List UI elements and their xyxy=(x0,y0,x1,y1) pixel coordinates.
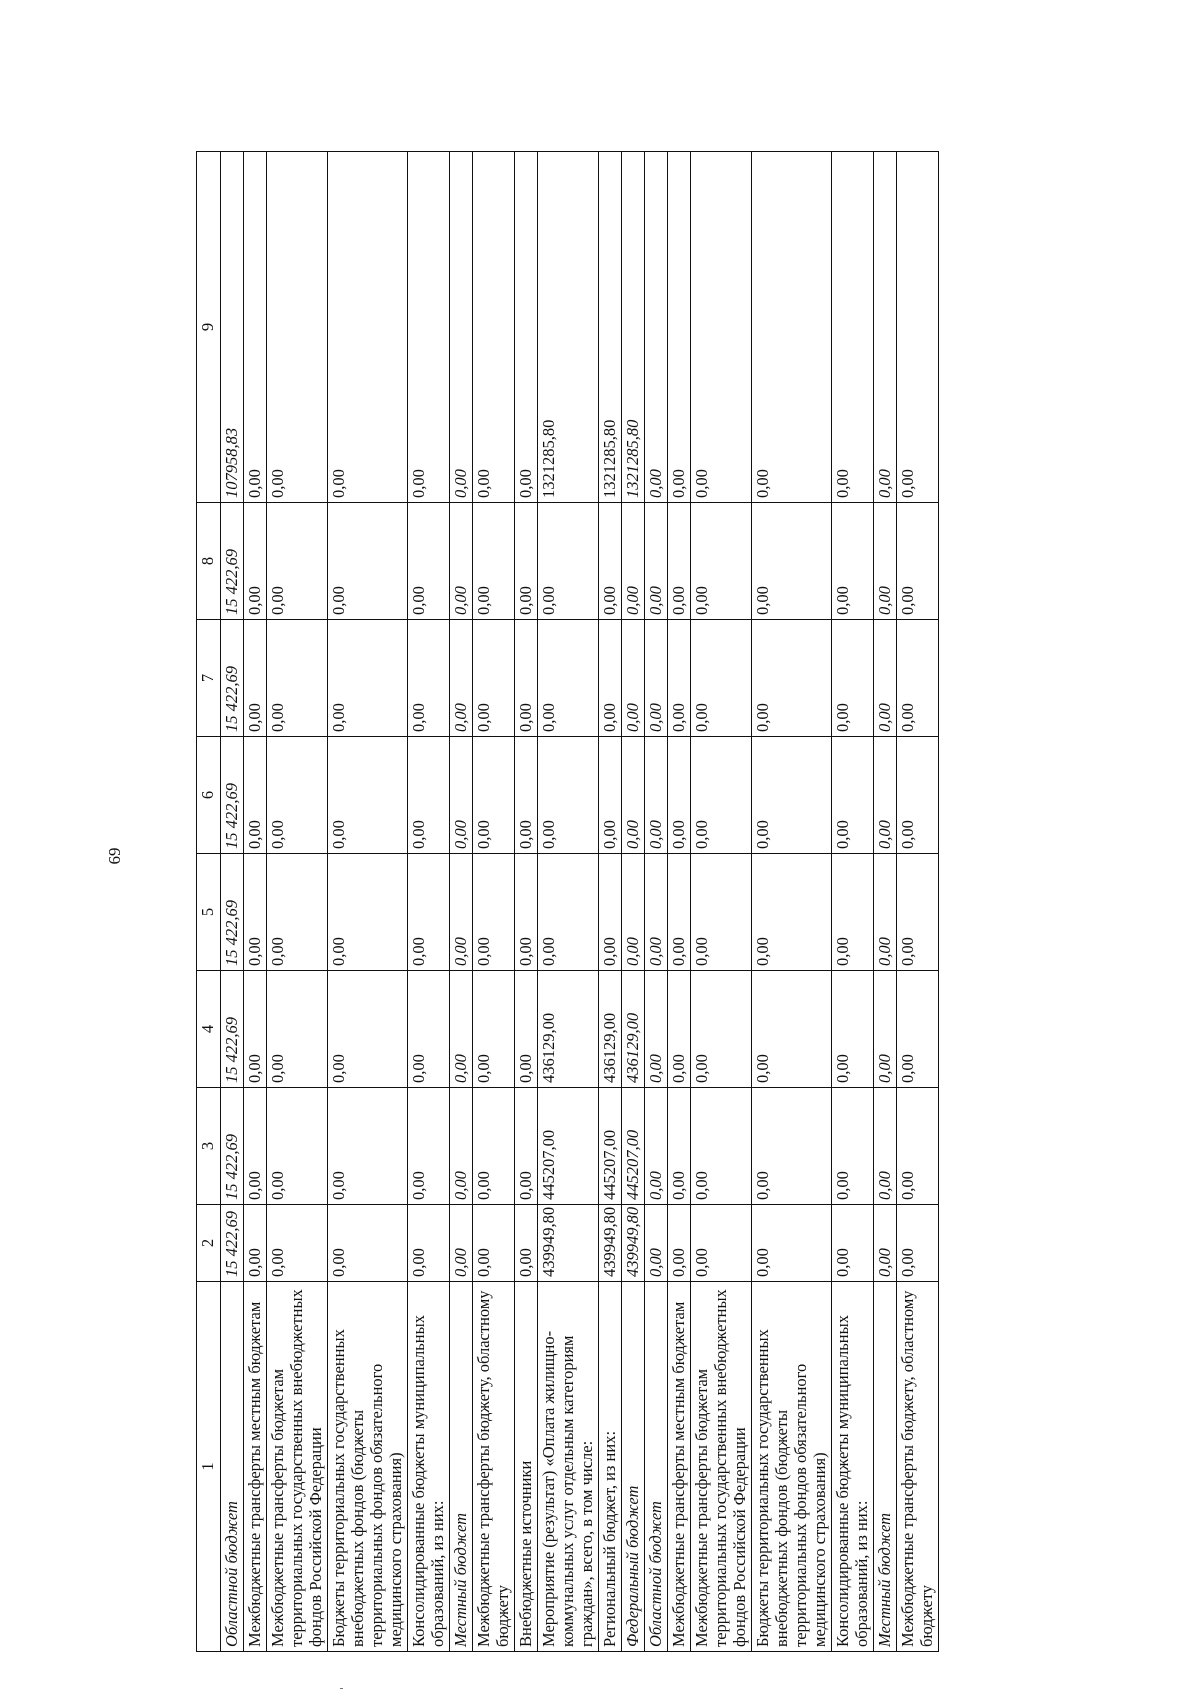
column-header-5: 5 xyxy=(197,854,221,971)
value-cell: 0,00 xyxy=(874,503,897,620)
value-cell: 0,00 xyxy=(450,1088,473,1205)
column-header-8: 8 xyxy=(197,503,221,620)
budget-table xyxy=(196,151,939,1652)
table-row xyxy=(874,152,897,1652)
value-cell: 0,00 xyxy=(515,854,538,971)
value-cell: 0,00 xyxy=(668,854,691,971)
value-cell: 0,00 xyxy=(691,152,752,503)
scan-speck xyxy=(340,1688,343,1689)
value-cell: 0,00 xyxy=(832,503,874,620)
value-cell: 0,00 xyxy=(538,620,599,737)
value-cell: 0,00 xyxy=(328,620,408,737)
table-row xyxy=(221,152,244,1652)
value-cell: 0,00 xyxy=(832,620,874,737)
value-cell: 0,00 xyxy=(832,737,874,854)
value-cell: 0,00 xyxy=(328,503,408,620)
value-cell: 436129,00 xyxy=(622,971,645,1088)
row-label-cell: Межбюджетные трансферты местным бюджетам xyxy=(668,1282,691,1652)
value-cell: 0,00 xyxy=(515,1205,538,1282)
column-header-6: 6 xyxy=(197,737,221,854)
value-cell: 0,00 xyxy=(328,971,408,1088)
value-cell: 0,00 xyxy=(752,737,832,854)
value-cell: 0,00 xyxy=(244,1088,267,1205)
value-cell: 0,00 xyxy=(267,971,328,1088)
value-cell: 0,00 xyxy=(267,1088,328,1205)
value-cell: 0,00 xyxy=(668,620,691,737)
value-cell: 1321285,80 xyxy=(622,152,645,503)
value-cell: 0,00 xyxy=(897,620,939,737)
value-cell: 0,00 xyxy=(622,854,645,971)
value-cell: 0,00 xyxy=(668,152,691,503)
row-label-cell: Межбюджетные трансферты бюджетам территориальных государственных внебюджетных фондов Российской Федерации xyxy=(267,1282,328,1652)
value-cell: 15 422,69 xyxy=(221,971,244,1088)
value-cell: 0,00 xyxy=(622,503,645,620)
value-cell: 0,00 xyxy=(752,1088,832,1205)
column-header-4: 4 xyxy=(197,971,221,1088)
value-cell: 0,00 xyxy=(897,1088,939,1205)
value-cell: 1321285,80 xyxy=(599,152,622,503)
value-cell: 0,00 xyxy=(244,152,267,503)
value-cell: 0,00 xyxy=(538,503,599,620)
value-cell: 0,00 xyxy=(473,971,515,1088)
value-cell: 0,00 xyxy=(832,854,874,971)
value-cell: 0,00 xyxy=(408,854,450,971)
value-cell: 0,00 xyxy=(473,152,515,503)
value-cell: 0,00 xyxy=(645,1205,668,1282)
value-cell: 0,00 xyxy=(408,737,450,854)
row-label-cell: Местный бюджет xyxy=(874,1282,897,1652)
value-cell: 0,00 xyxy=(752,854,832,971)
value-cell: 15 422,69 xyxy=(221,503,244,620)
value-cell: 0,00 xyxy=(752,971,832,1088)
table-row xyxy=(408,152,450,1652)
row-label-cell: Бюджеты территориальных государственных внебюджетных фондов (бюджеты территориальных фондов обязательного медицинского страхования) xyxy=(752,1282,832,1652)
row-label-cell: Консолидированные бюджеты муниципальных образований, из них: xyxy=(408,1282,450,1652)
value-cell: 0,00 xyxy=(832,1205,874,1282)
value-cell: 0,00 xyxy=(691,1088,752,1205)
row-label-cell: Межбюджетные трансферты бюджету, областному бюджету xyxy=(897,1282,939,1652)
value-cell: 0,00 xyxy=(450,737,473,854)
value-cell: 439949,80 xyxy=(599,1205,622,1282)
value-cell: 0,00 xyxy=(645,1088,668,1205)
value-cell: 0,00 xyxy=(244,854,267,971)
value-cell: 0,00 xyxy=(473,737,515,854)
value-cell: 0,00 xyxy=(645,620,668,737)
value-cell: 0,00 xyxy=(244,971,267,1088)
table-row xyxy=(538,152,599,1652)
value-cell: 439949,80 xyxy=(538,1205,599,1282)
value-cell: 15 422,69 xyxy=(221,1088,244,1205)
column-header-3: 3 xyxy=(197,1088,221,1205)
table-body xyxy=(221,152,939,1652)
value-cell: 0,00 xyxy=(752,503,832,620)
value-cell: 0,00 xyxy=(328,854,408,971)
value-cell: 0,00 xyxy=(450,1205,473,1282)
table-row xyxy=(473,152,515,1652)
value-cell: 0,00 xyxy=(328,1088,408,1205)
column-header-9: 9 xyxy=(197,152,221,503)
value-cell: 15 422,69 xyxy=(221,737,244,854)
value-cell: 0,00 xyxy=(599,620,622,737)
row-label-cell: Бюджеты территориальных государственных внебюджетных фондов (бюджеты территориальных фондов обязательного медицинского страхования) xyxy=(328,1282,408,1652)
row-label-cell: Местный бюджет xyxy=(450,1282,473,1652)
value-cell: 0,00 xyxy=(599,503,622,620)
value-cell: 0,00 xyxy=(897,971,939,1088)
value-cell: 0,00 xyxy=(473,1088,515,1205)
value-cell: 0,00 xyxy=(832,971,874,1088)
value-cell: 0,00 xyxy=(267,737,328,854)
value-cell: 0,00 xyxy=(668,737,691,854)
value-cell: 0,00 xyxy=(752,1205,832,1282)
value-cell: 0,00 xyxy=(450,854,473,971)
value-cell: 0,00 xyxy=(515,737,538,854)
value-cell: 0,00 xyxy=(515,971,538,1088)
value-cell: 0,00 xyxy=(450,971,473,1088)
value-cell: 0,00 xyxy=(244,737,267,854)
value-cell: 0,00 xyxy=(515,1088,538,1205)
value-cell: 0,00 xyxy=(515,620,538,737)
row-label-cell: Межбюджетные трансферты бюджетам территориальных государственных внебюджетных фондов Российской Федерации xyxy=(691,1282,752,1652)
value-cell: 0,00 xyxy=(897,854,939,971)
table-row xyxy=(897,152,939,1652)
value-cell: 0,00 xyxy=(408,1205,450,1282)
table-row xyxy=(832,152,874,1652)
value-cell: 0,00 xyxy=(408,503,450,620)
rotated-table-container xyxy=(196,152,1096,1652)
value-cell: 0,00 xyxy=(874,1088,897,1205)
value-cell: 0,00 xyxy=(691,971,752,1088)
value-cell: 436129,00 xyxy=(538,971,599,1088)
table-row xyxy=(267,152,328,1652)
value-cell: 0,00 xyxy=(515,152,538,503)
value-cell: 0,00 xyxy=(645,503,668,620)
value-cell: 0,00 xyxy=(668,1205,691,1282)
table-row xyxy=(622,152,645,1652)
value-cell: 436129,00 xyxy=(599,971,622,1088)
value-cell: 0,00 xyxy=(328,737,408,854)
value-cell: 0,00 xyxy=(328,1205,408,1282)
table-row xyxy=(691,152,752,1652)
value-cell: 0,00 xyxy=(752,152,832,503)
value-cell: 0,00 xyxy=(752,620,832,737)
value-cell: 0,00 xyxy=(668,1088,691,1205)
value-cell: 0,00 xyxy=(473,503,515,620)
row-label-cell: Межбюджетные трансферты бюджету, областному бюджету xyxy=(473,1282,515,1652)
column-header-1: 1 xyxy=(197,1282,221,1652)
value-cell: 0,00 xyxy=(515,503,538,620)
table-row xyxy=(328,152,408,1652)
value-cell: 15 422,69 xyxy=(221,854,244,971)
value-cell: 0,00 xyxy=(267,503,328,620)
value-cell: 0,00 xyxy=(874,620,897,737)
table-row xyxy=(599,152,622,1652)
value-cell: 0,00 xyxy=(897,737,939,854)
table-row xyxy=(515,152,538,1652)
row-label-cell: Внебюджетные источники xyxy=(515,1282,538,1652)
value-cell: 0,00 xyxy=(645,152,668,503)
value-cell: 0,00 xyxy=(897,503,939,620)
value-cell: 0,00 xyxy=(244,503,267,620)
row-label-cell: Областной бюджет xyxy=(645,1282,668,1652)
row-label-cell: Межбюджетные трансферты местным бюджетам xyxy=(244,1282,267,1652)
value-cell: 0,00 xyxy=(328,152,408,503)
column-header-7: 7 xyxy=(197,620,221,737)
value-cell: 0,00 xyxy=(622,737,645,854)
value-cell: 0,00 xyxy=(668,971,691,1088)
value-cell: 0,00 xyxy=(645,854,668,971)
value-cell: 0,00 xyxy=(244,620,267,737)
value-cell: 0,00 xyxy=(473,1205,515,1282)
value-cell: 0,00 xyxy=(691,1205,752,1282)
value-cell: 0,00 xyxy=(267,152,328,503)
value-cell: 0,00 xyxy=(691,854,752,971)
value-cell: 0,00 xyxy=(450,620,473,737)
table-row xyxy=(752,152,832,1652)
table-row xyxy=(450,152,473,1652)
value-cell: 0,00 xyxy=(599,737,622,854)
value-cell: 0,00 xyxy=(691,503,752,620)
value-cell: 0,00 xyxy=(874,971,897,1088)
row-label-cell: Областной бюджет xyxy=(221,1282,244,1652)
row-label-cell: Мероприятие (результат) «Оплата жилищно-коммунальных услуг отдельным категориям граждан», всего, в том числе: xyxy=(538,1282,599,1652)
value-cell: 15 422,69 xyxy=(221,620,244,737)
table-row xyxy=(244,152,267,1652)
value-cell: 0,00 xyxy=(897,1205,939,1282)
row-label-cell: Региональный бюджет, из них: xyxy=(599,1282,622,1652)
header-row xyxy=(197,152,221,1652)
value-cell: 0,00 xyxy=(408,971,450,1088)
value-cell: 445207,00 xyxy=(622,1088,645,1205)
value-cell: 0,00 xyxy=(691,620,752,737)
value-cell: 0,00 xyxy=(599,854,622,971)
value-cell: 0,00 xyxy=(267,1205,328,1282)
value-cell: 0,00 xyxy=(450,503,473,620)
value-cell: 0,00 xyxy=(408,152,450,503)
value-cell: 0,00 xyxy=(538,854,599,971)
page-number: 69 xyxy=(105,847,124,865)
value-cell: 0,00 xyxy=(874,152,897,503)
table-header xyxy=(197,152,221,1652)
value-cell: 0,00 xyxy=(267,854,328,971)
value-cell: 0,00 xyxy=(691,737,752,854)
value-cell: 15 422,69 xyxy=(221,1205,244,1282)
value-cell: 0,00 xyxy=(244,1205,267,1282)
value-cell: 0,00 xyxy=(645,971,668,1088)
value-cell: 0,00 xyxy=(668,503,691,620)
value-cell: 0,00 xyxy=(473,620,515,737)
value-cell: 0,00 xyxy=(267,620,328,737)
value-cell: 0,00 xyxy=(874,854,897,971)
table-row xyxy=(668,152,691,1652)
value-cell: 0,00 xyxy=(874,1205,897,1282)
value-cell: 0,00 xyxy=(408,620,450,737)
value-cell: 107958,83 xyxy=(221,152,244,503)
value-cell: 445207,00 xyxy=(599,1088,622,1205)
table-row xyxy=(645,152,668,1652)
value-cell: 0,00 xyxy=(832,1088,874,1205)
value-cell: 0,00 xyxy=(450,152,473,503)
value-cell: 0,00 xyxy=(832,152,874,503)
column-header-2: 2 xyxy=(197,1205,221,1282)
value-cell: 0,00 xyxy=(897,152,939,503)
value-cell: 0,00 xyxy=(645,737,668,854)
value-cell: 0,00 xyxy=(874,737,897,854)
value-cell: 439949,80 xyxy=(622,1205,645,1282)
value-cell: 0,00 xyxy=(408,1088,450,1205)
value-cell: 1321285,80 xyxy=(538,152,599,503)
value-cell: 0,00 xyxy=(622,620,645,737)
value-cell: 445207,00 xyxy=(538,1088,599,1205)
value-cell: 0,00 xyxy=(538,737,599,854)
value-cell: 0,00 xyxy=(473,854,515,971)
row-label-cell: Федеральный бюджет xyxy=(622,1282,645,1652)
row-label-cell: Консолидированные бюджеты муниципальных образований, из них: xyxy=(832,1282,874,1652)
